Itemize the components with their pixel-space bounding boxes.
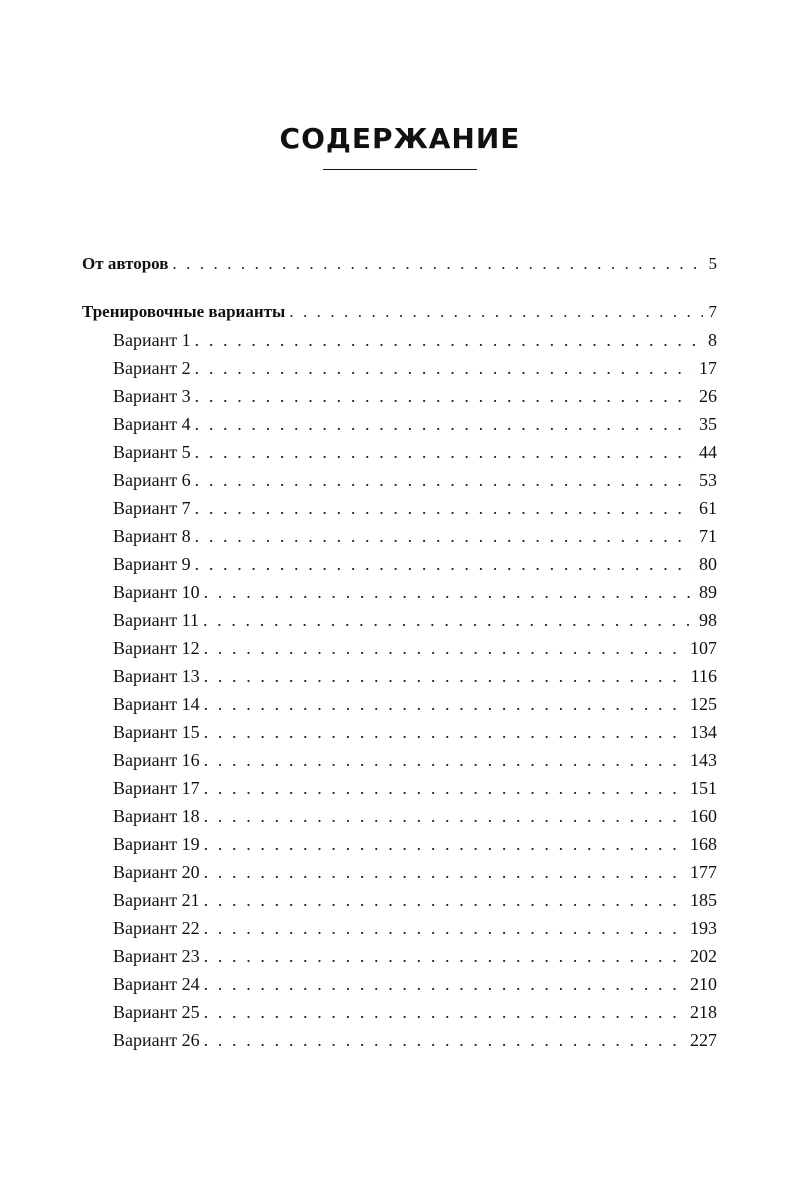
toc-page-number: 7 bbox=[708, 302, 717, 321]
toc-entry bbox=[82, 718, 717, 746]
toc-entry-label: Вариант 21 bbox=[113, 890, 200, 910]
toc-entry-label: Вариант 5 bbox=[113, 442, 191, 462]
toc-entry bbox=[82, 326, 717, 354]
toc-page-number: 44 bbox=[699, 442, 717, 462]
dot-leader bbox=[195, 466, 693, 494]
toc-entry bbox=[82, 774, 717, 802]
toc-entry bbox=[82, 438, 717, 466]
toc-entry-label: Вариант 14 bbox=[113, 694, 200, 714]
dot-leader bbox=[204, 914, 684, 942]
toc-entry-label: Вариант 1 bbox=[113, 330, 191, 350]
toc-entry bbox=[82, 578, 717, 606]
toc-entry bbox=[82, 522, 717, 550]
toc-page-number: 134 bbox=[690, 722, 717, 742]
toc-page-number: 202 bbox=[690, 946, 717, 966]
toc-page-number: 17 bbox=[699, 358, 717, 378]
toc-page-number: 8 bbox=[708, 330, 717, 350]
toc-entry-label: Вариант 3 bbox=[113, 386, 191, 406]
toc-entry bbox=[82, 550, 717, 578]
page-title: СОДЕРЖАНИЕ bbox=[279, 122, 521, 155]
toc-page-number: 89 bbox=[699, 582, 717, 602]
toc-entry-label: Вариант 4 bbox=[113, 414, 191, 434]
toc-entry bbox=[82, 914, 717, 942]
dot-leader bbox=[204, 718, 684, 746]
toc-page-number: 61 bbox=[699, 498, 717, 518]
toc-page-number: 116 bbox=[690, 666, 717, 686]
dot-leader bbox=[204, 942, 684, 970]
toc-page-number: 151 bbox=[690, 778, 717, 798]
title-underline bbox=[323, 169, 477, 170]
dot-leader bbox=[172, 250, 702, 278]
toc-page-number: 177 bbox=[690, 862, 717, 882]
toc-entry bbox=[82, 606, 717, 634]
dot-leader bbox=[204, 886, 684, 914]
toc-entry-label: Вариант 8 bbox=[113, 526, 191, 546]
dot-leader bbox=[195, 326, 702, 354]
toc-entry-label: Вариант 2 bbox=[113, 358, 191, 378]
toc-entry bbox=[82, 1026, 717, 1054]
toc-entry bbox=[82, 382, 717, 410]
toc-entry bbox=[82, 942, 717, 970]
dot-leader bbox=[195, 494, 693, 522]
toc-entry-label: Вариант 6 bbox=[113, 470, 191, 490]
toc-entry bbox=[82, 802, 717, 830]
toc-page-number: 98 bbox=[699, 610, 717, 630]
dot-leader bbox=[204, 690, 684, 718]
section-gap bbox=[82, 278, 717, 298]
dot-leader bbox=[195, 438, 693, 466]
toc-page-number: 185 bbox=[690, 890, 717, 910]
dot-leader bbox=[204, 774, 684, 802]
toc-entry-label: Вариант 10 bbox=[113, 582, 200, 602]
toc-page-number: 5 bbox=[708, 254, 717, 273]
dot-leader bbox=[195, 410, 693, 438]
dot-leader bbox=[204, 998, 684, 1026]
toc-page-number: 227 bbox=[690, 1030, 717, 1050]
toc-entry-label: Вариант 19 bbox=[113, 834, 200, 854]
toc-entry-label: Вариант 11 bbox=[113, 610, 199, 630]
toc-section-entry bbox=[82, 298, 717, 326]
toc-entry bbox=[82, 746, 717, 774]
dot-leader bbox=[204, 830, 684, 858]
toc-page-number: 107 bbox=[690, 638, 717, 658]
toc-entry bbox=[82, 998, 717, 1026]
toc-entry bbox=[82, 858, 717, 886]
toc-entry-label: Вариант 16 bbox=[113, 750, 200, 770]
dot-leader bbox=[204, 578, 693, 606]
toc-page-number: 193 bbox=[690, 918, 717, 938]
toc-page-number: 35 bbox=[699, 414, 717, 434]
toc-entry-label: Вариант 7 bbox=[113, 498, 191, 518]
dot-leader bbox=[204, 662, 685, 690]
dot-leader bbox=[204, 746, 684, 774]
dot-leader bbox=[204, 802, 684, 830]
dot-leader bbox=[195, 382, 693, 410]
toc-entry bbox=[82, 466, 717, 494]
toc-entry bbox=[82, 494, 717, 522]
toc-page-number: 218 bbox=[690, 1002, 717, 1022]
dot-leader bbox=[289, 298, 702, 326]
dot-leader bbox=[204, 858, 684, 886]
toc-entry-label: Вариант 22 bbox=[113, 918, 200, 938]
table-of-contents bbox=[82, 250, 717, 1054]
toc-entry bbox=[82, 634, 717, 662]
toc-page-number: 160 bbox=[690, 806, 717, 826]
dot-leader bbox=[204, 970, 684, 998]
toc-entry-label: Вариант 12 bbox=[113, 638, 200, 658]
toc-entry-label: Вариант 18 bbox=[113, 806, 200, 826]
toc-page-number: 168 bbox=[690, 834, 717, 854]
toc-entry-label: Тренировочные варианты bbox=[82, 302, 286, 321]
dot-leader bbox=[195, 354, 693, 382]
toc-entry bbox=[82, 886, 717, 914]
dot-leader bbox=[203, 606, 693, 634]
toc-page-number: 71 bbox=[699, 526, 717, 546]
toc-page-number: 53 bbox=[699, 470, 717, 490]
toc-entry-label: Вариант 25 bbox=[113, 1002, 200, 1022]
toc-entry-label: Вариант 23 bbox=[113, 946, 200, 966]
dot-leader bbox=[195, 550, 693, 578]
toc-page-number: 210 bbox=[690, 974, 717, 994]
toc-entry-label: От авторов bbox=[82, 254, 169, 273]
toc-section-entry bbox=[82, 250, 717, 278]
toc-entry-label: Вариант 24 bbox=[113, 974, 200, 994]
toc-entry bbox=[82, 662, 717, 690]
dot-leader bbox=[204, 634, 684, 662]
toc-page-number: 26 bbox=[699, 386, 717, 406]
toc-entry bbox=[82, 970, 717, 998]
toc-entry bbox=[82, 410, 717, 438]
toc-entry bbox=[82, 830, 717, 858]
dot-leader bbox=[204, 1026, 684, 1054]
toc-page-number: 125 bbox=[690, 694, 717, 714]
toc-entry-label: Вариант 20 bbox=[113, 862, 200, 882]
toc-page-number: 80 bbox=[699, 554, 717, 574]
toc-entry-label: Вариант 13 bbox=[113, 666, 200, 686]
toc-entry-label: Вариант 26 bbox=[113, 1030, 200, 1050]
toc-entry-label: Вариант 17 bbox=[113, 778, 200, 798]
dot-leader bbox=[195, 522, 693, 550]
toc-entry bbox=[82, 354, 717, 382]
toc-page-number: 143 bbox=[690, 750, 717, 770]
toc-entry-label: Вариант 9 bbox=[113, 554, 191, 574]
toc-entry bbox=[82, 690, 717, 718]
toc-entry-label: Вариант 15 bbox=[113, 722, 200, 742]
